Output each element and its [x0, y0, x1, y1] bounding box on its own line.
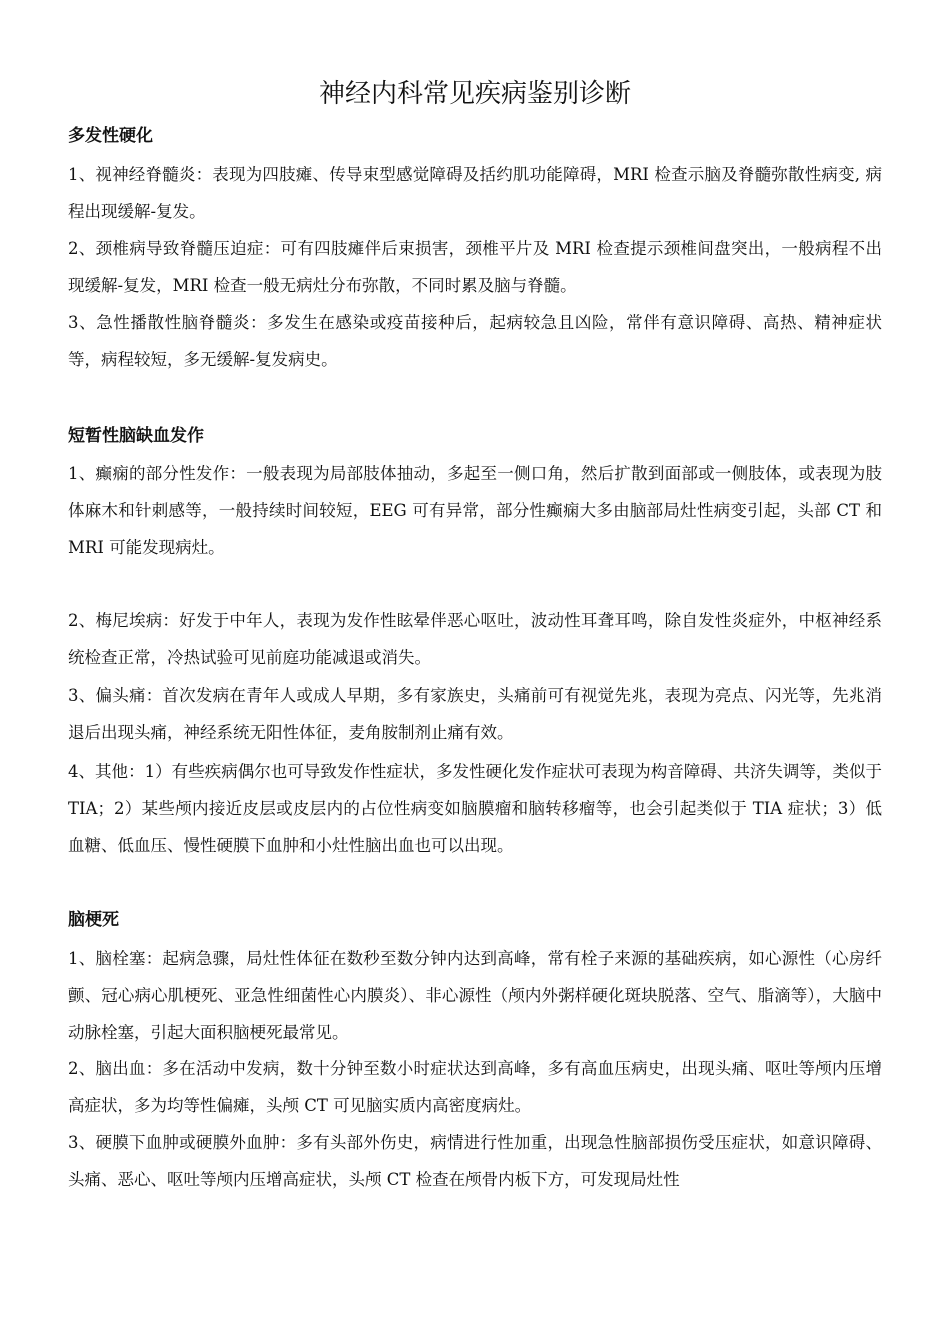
section-2-item-3: 3、偏头痛：首次发病在青年人或成人早期，多有家族史，头痛前可有视觉先兆，表现为亮点、闪光等，先兆消退后出现头痛，神经系统无阳性体征，麦角胺制剂止痛有效。: [68, 686, 882, 742]
section-1-item-3: 3、急性播散性脑脊髓炎：多发生在感染或疫苗接种后，起病较急且凶险，常伴有意识障碍、高热、精神症状等，病程较短，多无缓解-复发病史。: [68, 313, 882, 369]
document-title: 神经内科常见疾病鉴别诊断: [318, 79, 631, 109]
section-3-item-2: 2、脑出血：多在活动中发病，数十分钟至数小时症状达到高峰，多有高血压病史，出现头痛、呕吐等颅内压增高症状，多为均等性偏瘫，头颅 CT 可见脑实质内高密度病灶。: [68, 1059, 882, 1115]
section-2-item-1: 1、癫痫的部分性发作：一般表现为局部肢体抽动，多起至一侧口角，然后扩散到面部或一侧肢体，或表现为肢体麻木和针刺感等，一般持续时间较短，EEG 可有异常，部分性癫痫大多由脑部局灶性病变引起，头部 CT 和 MRI 可能发现病灶。: [68, 464, 882, 557]
section-heading-tia: 短暂性脑缺血发作: [68, 426, 204, 446]
section-heading-multiple-sclerosis: 多发性硬化: [68, 126, 153, 146]
section-1-item-2: 2、颈椎病导致脊髓压迫症：可有四肢瘫伴后束损害，颈椎平片及 MRI 检查提示颈椎间盘突出，一般病程不出现缓解-复发，MRI 检查一般无病灶分布弥散，不同时累及脑与脊髓。: [68, 239, 882, 295]
section-3-item-1: 1、脑栓塞：起病急骤，局灶性体征在数秒至数分钟内达到高峰，常有栓子来源的基础疾病，如心源性（心房纤颤、冠心病心肌梗死、亚急性细菌性心内膜炎）、非心源性（颅内外粥样硬化斑块脱落、空气、脂滴等），大脑中动脉栓塞，引起大面积脑梗死最常见。: [68, 949, 882, 1042]
section-3-item-3: 3、硬膜下血肿或硬膜外血肿：多有头部外伤史，病情进行性加重，出现急性脑部损伤受压症状，如意识障碍、头痛、恶心、呕吐等颅内压增高症状，头颅 CT 检查在颅骨内板下方，可发现局灶性: [68, 1133, 882, 1189]
section-1-item-1: 1、视神经脊髓炎：表现为四肢瘫、传导束型感觉障碍及括约肌功能障碍，MRI 检查示脑及脊髓弥散性病变, 病程出现缓解-复发。: [68, 165, 882, 221]
section-2-item-4: 4、其他：1）有些疾病偶尔也可导致发作性症状，多发性硬化发作症状可表现为构音障碍、共济失调等，类似于 TIA；2）某些颅内接近皮层或皮层内的占位性病变如脑膜瘤和脑转移瘤等，也会引起类似于 TIA 症状；3）低血糖、低血压、慢性硬膜下血肿和小灶性脑出血也可以出现。: [68, 762, 882, 855]
section-heading-cerebral-infarction: 脑梗死: [68, 910, 119, 930]
section-2-item-2: 2、梅尼埃病：好发于中年人，表现为发作性眩晕伴恶心呕吐，波动性耳聋耳鸣，除自发性炎症外，中枢神经系统检查正常，冷热试验可见前庭功能减退或消失。: [68, 611, 882, 667]
